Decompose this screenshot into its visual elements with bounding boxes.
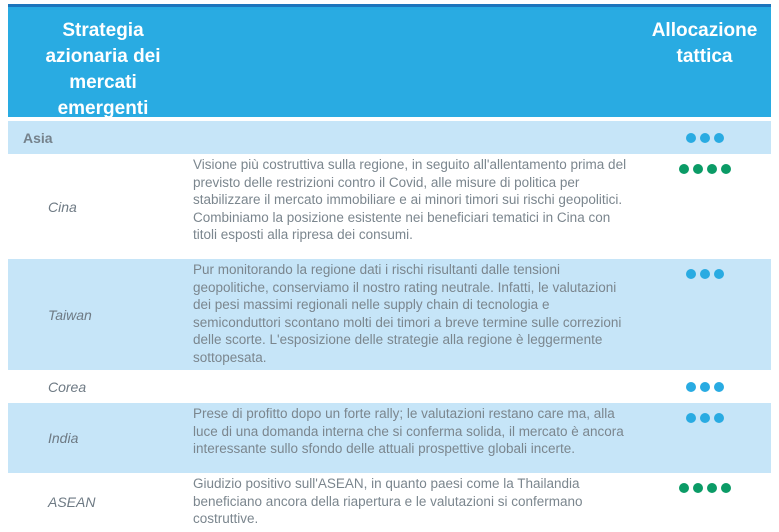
table-row-asia	[8, 121, 771, 154]
allocation-dot	[700, 382, 710, 392]
allocation-dot	[714, 413, 724, 423]
market-name: Cina	[48, 198, 77, 215]
row-description	[193, 121, 638, 154]
table-header	[8, 4, 771, 117]
table-row-india	[8, 403, 771, 473]
allocation-dot	[700, 269, 710, 279]
allocation-header-cell	[638, 7, 771, 117]
strategy-table	[8, 4, 771, 532]
table-row-corea	[8, 370, 771, 403]
allocation-dot	[700, 413, 710, 423]
allocation-dot	[707, 164, 717, 174]
allocation-dots	[638, 403, 771, 473]
allocation-dot	[686, 269, 696, 279]
allocation-header: Allocazione tattica	[651, 20, 758, 67]
row-description: Giudizio positivo sull'ASEAN, in quanto paesi come la Thailandia beneficiano ancora della riapertura e le valutazioni si confermano costruttive.	[193, 476, 583, 526]
market-name: Corea	[48, 378, 87, 395]
table-row-asean	[8, 473, 771, 532]
market-name: India	[48, 430, 79, 446]
row-description: Visione più costruttiva sulla regione, in seguito all'allentamento prima del previsto delle restrizioni contro il Covid, alle misure di politica per stabilizzare il mercato immobiliare e ai minori timori sui rischi geopolitici. Combiniamo la posizione esistente nei beneficiari tematici in Cina con titoli esposti alla ripresa dei consumi.	[193, 157, 627, 242]
allocation-dot	[707, 483, 717, 493]
market-name: Taiwan	[48, 306, 92, 323]
allocation-dots	[638, 259, 771, 370]
table-row-cina	[8, 154, 771, 259]
allocation-dot	[721, 483, 731, 493]
allocation-dot	[714, 269, 724, 279]
table-row-taiwan	[8, 259, 771, 370]
allocation-dots	[638, 121, 771, 154]
allocation-dot	[686, 133, 696, 143]
allocation-dot	[714, 382, 724, 392]
allocation-dot	[721, 164, 731, 174]
allocation-dot	[714, 133, 724, 143]
allocation-dots	[638, 154, 771, 259]
allocation-dot	[686, 413, 696, 423]
allocation-dot	[686, 382, 696, 392]
row-description: Pur monitorando la regione dati i rischi risultanti dalle tensioni geopolitiche, conserviamo il nostro rating neutrale. Infatti, le valutazioni dei pesi massimi regionali nelle supply chain di tecnologia e semiconduttori scontano molti dei timori a breve termine sulle correzioni delle scorte. L'esposizione delle strategie alla regione è leggermente sottopesata.	[193, 262, 622, 365]
allocation-dot	[679, 483, 689, 493]
allocation-dot	[700, 133, 710, 143]
allocation-dot	[693, 483, 703, 493]
row-description: Prese di profitto dopo un forte rally; le valutazioni restano care ma, alla luce di una domanda interna che si conferma solida, il mercato è ancora interessante sullo sfondo delle attuali prospettive globali incerte.	[193, 406, 624, 456]
region-name: Asia	[23, 129, 53, 146]
allocation-dots	[638, 370, 771, 403]
market-name: ASEAN	[48, 494, 96, 511]
table-title-cell	[8, 7, 198, 117]
table-title: Strategia azionaria dei mercati emergenti	[45, 20, 161, 119]
row-description	[193, 370, 638, 403]
allocation-dots	[638, 473, 771, 532]
allocation-dot	[693, 164, 703, 174]
allocation-dot	[679, 164, 689, 174]
